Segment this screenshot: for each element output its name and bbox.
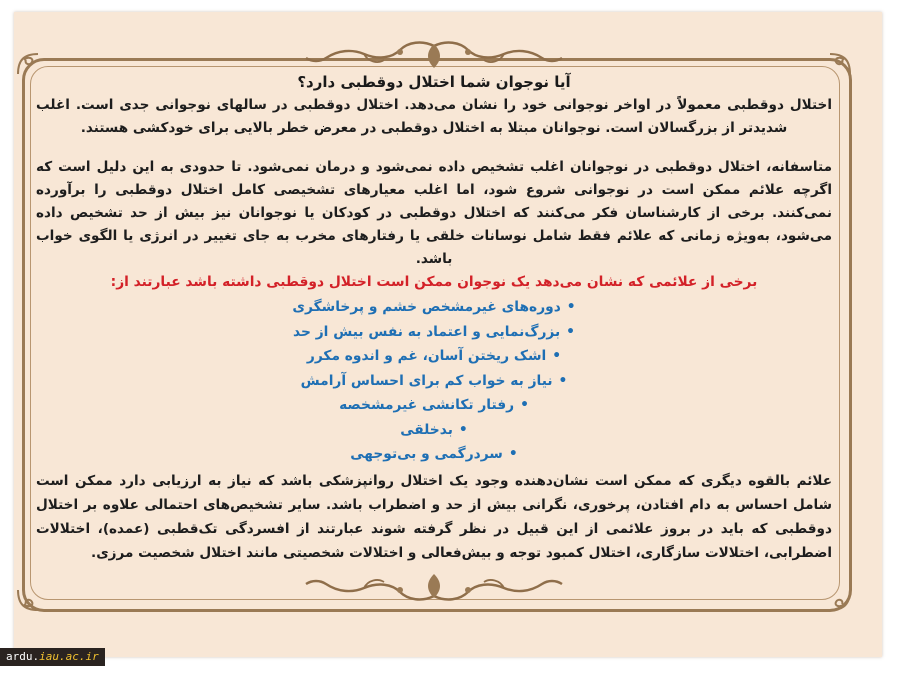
sign-text: رفتار تکانشی غیرمشخصه (339, 397, 515, 413)
list-item (36, 393, 832, 418)
intro-paragraph: اختلال دوقطبی معمولاً در اواخر نوجوانی خود را نشان می‌دهد. اختلال دوقطبی در سالهای نوجوانی جدی است. اغلب شدیدتر از بزرگسالان است. نوجوانان مبتلا به اختلال دوقطبی در معرض خطر بالایی برای خودکشی هستند. (36, 97, 832, 136)
page-title: آیا نوجوان شما اختلال دوقطبی دارد؟ (297, 73, 571, 91)
sign-text: بدخلقی (400, 421, 453, 438)
bullet-icon: • (508, 446, 518, 462)
sign-text: سردرگمی و بی‌توجهی (350, 446, 503, 462)
article-body (36, 72, 832, 565)
list-item (36, 369, 832, 394)
other-signs-paragraph: علائم بالقوه دیگری که ممکن است نشان‌دهنده وجود یک اختلال روانپزشکی باشد که نیاز به ارزیابی دارد ممکن است شامل احساس به دام افتادن، پرخوری، نگرانی بیش از حد و اضطراب باشد. سایر تشخیص‌های احتمالی علاوه بر اختلال دوقطبی که باید در بروز علائمی از این قبیل در نظر گرفته شوند عبارتند از افسردگی تک‌قطبی (عمده)، اختلالات اضطرابی، اختلالات سازگاری، اختلال کمبود توجه و بیش‌فعالی و اختلالات شخصیتی مانند اختلال شخصیت مرزی. (36, 472, 832, 561)
watermark-prefix: ardu. (6, 650, 40, 663)
list-item (36, 442, 832, 467)
list-item (36, 344, 832, 369)
sign-text: بزرگ‌نمایی و اعتماد به نفس بیش از حد (293, 323, 561, 340)
bullet-icon: • (520, 397, 529, 413)
paragraph-gap (36, 140, 832, 156)
sign-text: نیاز به خواب کم برای احساس آرامش (300, 372, 553, 389)
signs-heading: برخی از علائمی که نشان می‌دهد یک نوجوان ممکن است اختلال دوقطبی داشته باشد عبارتند از: (110, 274, 758, 290)
corner-scroll-icon (14, 586, 42, 614)
sign-text: دوره‌های غیرمشخص خشم و پرخاشگری (292, 299, 561, 315)
list-item (36, 320, 832, 345)
corner-scroll-icon (826, 586, 854, 614)
list-item (36, 418, 832, 443)
bullet-icon: • (566, 323, 575, 340)
bullet-icon: • (458, 421, 468, 438)
bottom-flourish-icon (304, 570, 564, 604)
list-item (36, 295, 832, 320)
bullet-icon: • (566, 299, 576, 315)
top-flourish-icon (304, 38, 564, 72)
signs-list (36, 295, 832, 467)
site-watermark (0, 648, 105, 666)
diagnosis-paragraph: متاسفانه، اختلال دوقطبی در نوجوانان اغلب تشخیص داده نمی‌شود و درمان نمی‌شود. تا حدودی به این دلیل است که اگرچه علائم ممکن است در نوجوانی شروع شود، اما اغلب معیارهای تشخیصی کامل اختلال دوقطبی را برآورده نمی‌کنند. برخی از کارشناسان فکر می‌کنند که اختلال دوقطبی در کودکان یا نوجوانان نیز بیش از حد تشخیص داده می‌شود، به‌ویژه زمانی که علائم فقط شامل نوسانات خلقی یا رفتارهای مخرب به جای تغییر در انرژی یا الگوی خواب باشد. (36, 159, 832, 267)
bullet-icon: • (552, 348, 562, 364)
watermark-domain: iau.ac.ir (39, 650, 99, 663)
sign-text: اشک ریختن آسان، غم و اندوه مکرر (306, 348, 547, 364)
bullet-icon: • (558, 372, 568, 389)
